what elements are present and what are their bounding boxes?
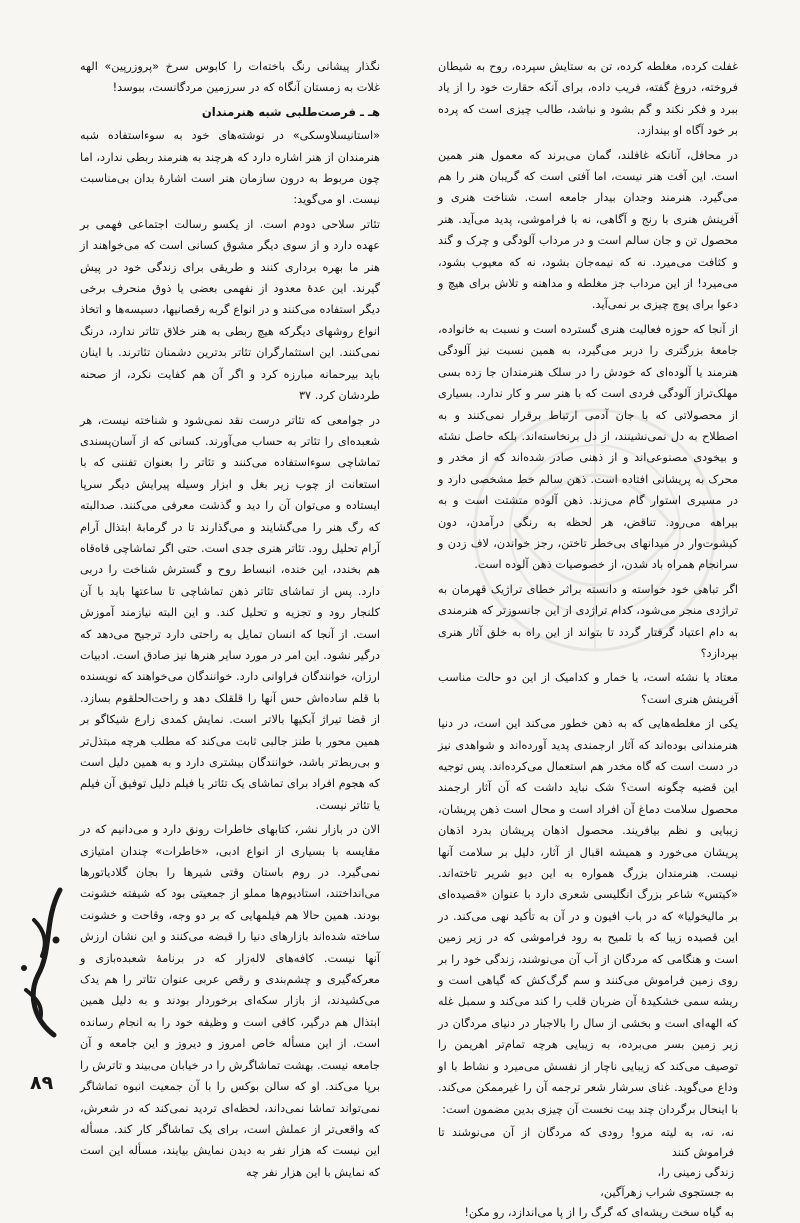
left-paragraph-4: در جوامعی که تئاتر درست نقد نمی‌شود و شناخته نیست، هر شعبده‌ای را تئاتر به حساب می‌آورند. کسانی که از آسان‌پسندی تماشاچی سوءاستفاده می‌کنند و تئاتر را بعنوان تفننی که با استعانت از چوب زیر بغل و ابزار وسیله پیرایش دیگر سرپا ایستاده و می‌توان آن را دید و گذشت معرفی می‌کنند. صدالبته که رگ هنر را می‌گشایند و می‌گذارند تا در گرمابهٔ ابتذال آرام آرام تحلیل رود. تئاتر هنری جدی است. حتی اگر تماشاچی قاه‌قاه هم بخندد، این خنده، انبساط روح و گسترش شناخت را دربی دارد. پس از تماشای تئاتر ذهن تماشاچی تا ساعتها باید با آن کلنجار رود و تجزیه و تحلیل کند. و این البته نیازمند آموزش است. از آنجا که انسان تمایل به راحتی دارد ترجیح می‌دهد که درگیر نشود. این امر در مورد سایر هنرها نیز صادق است. ادبیات ارزان، خوانندگان فراوانی دارد. خوانندگان می‌خواهند که نویسنده با قلم ساده‌اش حس آنها را قلقلک دهد و راحت‌الحلقوم بسازد. از قضا تیراژ آبکیها بالاتر است. نمایش کمدی زارع شیکاگو بر همین محور با طنز جالبی ثابت می‌کند که مطلب هرچه مبتذل‌تر و بی‌ربط‌تر باشد، خوانندگان بیشتری دارد و به همین دلیل است که هجوم افراد برای تماشای یک تئاتر یا فیلم دلیل توفیق آن فیلم یا تئاتر نیست. [80,413,380,812]
poem-line: به گیاه سخت ریشه‌ای که گرگ را از پا می‌اندازد، رو مکن! [464,1205,734,1219]
right-paragraph-5: معتاد یا نشئه است، یا خمار و کدامیک از این دو حالت مناسب آفرینش هنری است؟ [438,671,738,706]
left-paragraph-3: تئاتر سلاحی دودم است. از یکسو رسالت اجتماعی فهمی بر عهده دارد و از سوی دیگر مشوق کسانی است که می‌خواهند از هنر ما بهره برداری کنند و طریقی برای زندگی خود در پیش گیرند. این عدهٔ معدود از نفهمی بعضی یا ذوق منحرف برخی دیگر استفاده می‌کنند و در انواع گربه رقصانیها، دسیسه‌ها و اتخاذ انواع روشهای دیگرکه هیچ ربطی به هنر خلاق تئاتر ندارد، درنگ نمی‌کنند. این استثمارگران تئاتر بدترین دشمنان تئاترند. با اینان باید بیرحمانه مبارزه کرد و اگر آن هم کفایت نکرد، از صحنه طردشان کرد. ۳۷ [80,217,380,403]
right-column [438,56,738,1219]
right-paragraph-1: غفلت کرده، مغلطه کرده، تن به ستایش سپرده، روح به شیطان فروخته، دروغ گفته، فریب داده، برای آنکه حقارت خود را از یاد ببرد و فکر نکند و گم بشود و نباشد، طالب چیزی است که پرده بر خود آگاه او بیندازد. [438,60,738,138]
left-paragraph-5: الان در بازار نشر، کتابهای خاطرات رونق دارد و می‌دانیم که در مقایسه با بسیاری از انواع ادبی، «خاطرات» چندان امتیازی نمی‌گیرد. در روم باستان وقتی شیرها را بجان گلادیاتورها می‌انداختند، استادیوم‌ها مملو از جمعیتی بود که شیفته خشونت بودند. همین حالا هم فیلمهایی که بر دو وجه، وقاحت و خشونت ساخته شده‌اند بازارهای دنیا را قبضه می‌کنند و این نشان ارزش آنها نیست. کافه‌های لاله‌زار که در برنامهٔ شعبده‌بازی و معرکه‌گیری و چشم‌بندی و رقص عربی عنوان تئاتر را هم یدک می‌کشیدند، از بازار سکه‌ای برخوردار بودند و به دلیل همین ابتذال هم درگیر، کافی است و وظیفه خود را به انجام رسانده است. از این مسأله خاص امروز و دیروز و این جامعه و آن جامعه نیست. بهشت تماشاگرش را در خیابان می‌بیند و تاترش را برپا می‌کند. او که سالن بوکس را با آن جمعیت انبوه تماشاگر نمی‌تواند تماشا نمی‌داند، لحظه‌ای تردید نمی‌کند که در شعرش، که واقعی‌تر از عملش است، برای یک تماشاگر کار کند. مسأله این نیست که هزار نفر به دیدن نمایش بیایند، مسأله این است که نمایش با این هزار نفر چه [80,823,380,1179]
right-paragraph-4: اگر تباهی خود خواسته و دانسته براثر خطای تراژیک قهرمان به تراژدی منجر می‌شود، کدام تراژدی از این جانسوزتر که هنرمندی به دام اعتیاد گرفتار گردد تا بتواند از این راه به خلق آثار هنری بپردازد؟ [438,582,738,660]
left-paragraph-2: «استانیسلاوسکی» در نوشته‌های خود به سوءاستفاده شبه هنرمندان از هنر اشاره دارد که هرچند به هنرمند ربطی ندارد، اما چون مربوط به درون سازمان هنر است اشارهٔ بدان بی‌مناسبت نیست. او می‌گوید: [80,129,380,207]
poem-line: نه، نه، به لیته مرو! رودی که مردگان از آن می‌نوشند تا فراموش کنند [438,1125,734,1159]
page-number: ۸۹ [30,1072,54,1094]
kerman-logo-icon [14,880,72,1045]
poem-line: زندگی زمینی را، [657,1165,734,1179]
poem-line: به جستجوی شراب زهرآگین، [600,1185,734,1199]
right-paragraph-2: در محافل، آنانکه غافلند، گمان می‌برند که معمول هنر همین است. این آفت هنر نیست، اما آفتی است که گریبان هنر را هم می‌گیرد. هنرمند وجدان بیدار جامعه است. شناخت هنری و آفرینش هنری با رنج و آگاهی، نه با فراموشی، پدید می‌آید. هنر محصول تن و جان سالم است و در مرداب آلودگی و چرک و گند و کثافت می‌میرد. نه که نیمه‌جان بشود، نه که معیوب بشود، می‌میرد! از این مرداب جز مغلطه و مداهنه و تلاش برای هیچ و دعوا برای پوچ چیزی بر نمی‌آید. [438,148,738,312]
right-paragraph-6: یکی از مغلطه‌هایی که به ذهن خطور می‌کند این است، در دنیا هنرمندانی بوده‌اند که آثار ارجمندی پدید آورده‌اند و شواهدی نیز در دست است که گاه مخدر هم استعمال می‌کرده‌اند. پس توجیه این قضیه چگونه است؟ شک نباید داشت که آن آثار ارجمند محصول سلامت دماغ آن افراد است و محال است ذهن پریشان، زیبایی و نظم بیافریند. محصول اذهان پریشان بدرد اذهان پریشان می‌خورد و همیشه اقبال از آثار، دلیل بر سلامت آنها نیست. هنرمندان بزرگ همواره به این دیو شریر تاخته‌اند. «کیتس» شاعر بزرگ انگلیسی شعری دارد با عنوان «قصیده‌ای بر مالیخولیا» که در باب افیون و در آن به تأکید نهی می‌کند. در این قصیده زیبا که با تلمیح به رود فراموشی که در زیر زمین است و هنگامی که مردگان از آب آن می‌نوشند، زندگی خود را بر روی زمین فراموش می‌کنند و سم گرگ‌کش که گیاهی است و ریشه سمی خشکیدهٔ آن ضربان قلب را کند می‌کند و سمبل غله که الهه‌ای است و بخشی از سال را بالاجبار در دنیای مردگان در زیر زمین بسر می‌برده، به زیبایی هرچه تمام‌تر اهریمن را توصیف می‌کند که زیبایی ناچار از نفسش می‌میرد و نشاط با او وداع می‌گوید. غنای سرشار شعر ترجمه آن را غیرممکن می‌کند. با اینحال برگردان چند بیت نخست آن چیزی بدین مضمون است: [438,717,738,1116]
left-column [80,56,380,1179]
left-paragraph-1: نگذار پیشانی رنگ باخته‌ات را کابوس سرخ «پروزرپین» الهه غلات به زمستان آنگاه که در سرزمین مردگانست، ببوسد! [80,60,380,95]
poem-excerpt [438,1123,738,1223]
right-paragraph-3: از آنجا که حوزه فعالیت هنری گسترده است و نسبت به خانواده، جامعهٔ بزرگتری را دربر می‌گیرد، به همین نسبت نیز آلودگی هنرمند یا آلوده‌ای که خودش را در سلک هنرمندان جا زده بسی مهلک‌تراز آلودگی فردی است که با هنر سر و کار ندارد. بسیاری از محصولاتی که با جان آدمی ارتباط برقرار نمی‌کنند و به اصطلاح به دل نمی‌نشینند، از دل برنخاسته‌اند. بلکه حاصل نشئه و بیخودی مصنوعی‌اند و از ذهنی صادر شده‌اند که از مخدر و محرک به پریشانی افتاده است. ذهن سالم خط مشخصی دارد و در مسیری استوار گام می‌زند. ذهن آلوده متشتت است و به بیراهه می‌رود. تناقض، هر لحظه به رنگی درآمدن، دون کیشوت‌وار در میدانهای بی‌خطر تاختن، رجز خواندن، لاف زدن و سرانجام همراه باد شدن، از خصوصیات ذهن آلوده است. [438,322,738,572]
section-heading: هـ ـ فرصت‌طلبی شبه هنرمندان [201,104,380,119]
